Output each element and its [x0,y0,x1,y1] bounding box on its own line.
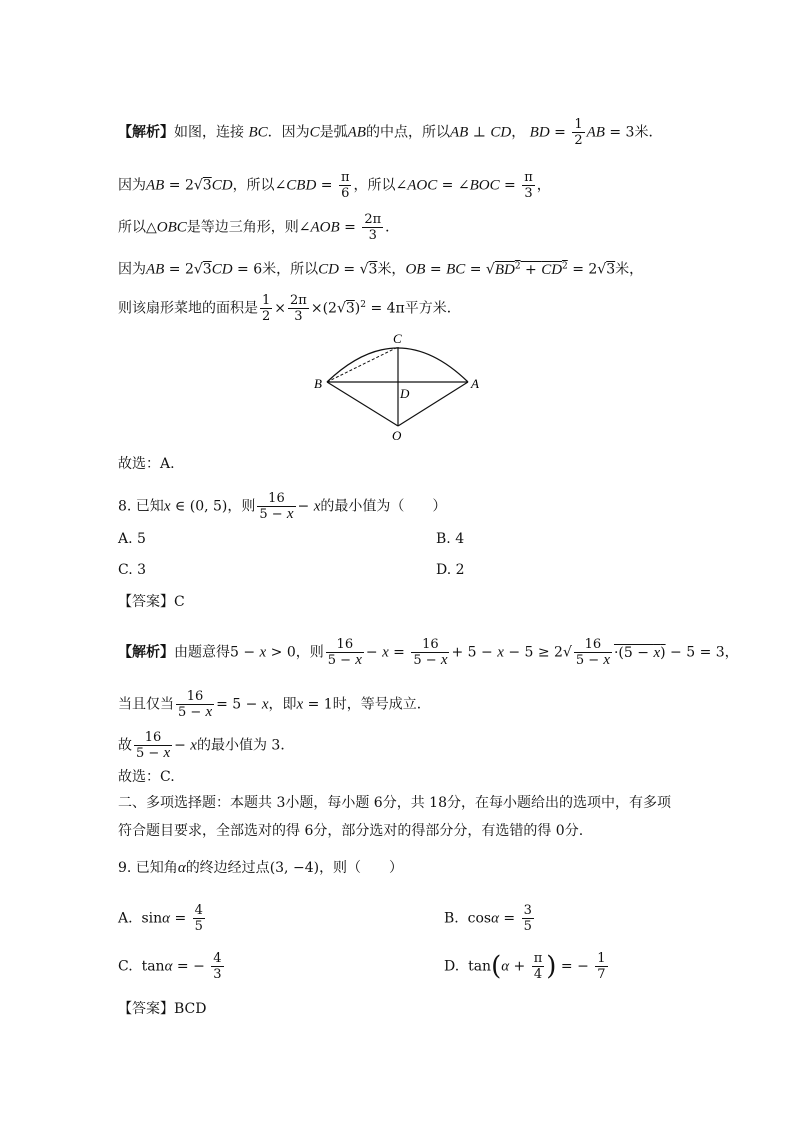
q9-option-b: B. cosα = $\frac{3}{5}$ [444,903,532,934]
solution-line-2: 因为AB = 2√3CD，所以∠CBD = $\frac{\pi}{6}$ ，所以∠AOC = ∠BOC = $\frac{\pi}{3}$ ， [118,170,551,201]
q8-option-d: D. 2 [436,562,465,578]
section-2-intro-line-1: 二、多项选择题：本题共 3小题，每小题 6分，共 18分，在每小题给出的选项中，有多项 [118,795,671,811]
q9-option-a: A. sinα = $\frac{4}{5}$ [118,903,203,934]
q9-option-d: D. tan(α + $\frac{\pi}{4}$ ) = − $\frac{1}{7}$ [444,951,606,982]
label-A: A [471,376,479,391]
label-D: D [400,386,410,401]
solution-line-3: 所以△OBC是等边三角形，则∠AOB = $\frac{2\pi}{3}$ ． [118,212,400,243]
label-B: B [314,376,322,391]
solution-line-5: 则该扇形菜地的面积是 $\frac{1}{2}$ × $\frac{2\pi}{3}$ $\times(2√3)^2 = 4\pi$平方米． [118,293,461,324]
q8-option-a: A. 5 [118,531,146,547]
segment-BO [327,382,398,426]
solution-line-4: 因为AB = 2√3CD = 6米，所以CD = √3米，OB = BC = $√BD^2 + CD^2 = 2√3$米， [118,261,644,278]
conclusion-2: 故选：C. [118,769,175,785]
label-C: C [393,331,402,346]
section-2-intro-line-2: 符合题目要求，全部选对的得 6分，部分选对的得部分分，有选错的得 0分. [118,823,584,839]
solution-8-line-1: 【解析】由题意得5 − x > 0，则 $\frac{16}{5 - x}$ − x = $\frac{16}{5 - x}$ + 5 − x − 5 ≥ 2√ $\frac{16}{5 - x}$ ·(5 − x) − 5 = 3， [118,637,739,668]
answer-9: 【答案】BCD [118,1001,207,1017]
solution-8-line-2: 当且仅当 $\frac{16}{5 - x}$ = 5 − x，即x = 1时，等号成立． [118,689,431,720]
q8-option-b: B. 4 [436,531,465,547]
solution-line-1: 【解析】如图，连接 BC．因为C是弧AB的中点，所以AB ⊥ CD， BD = $\frac{1}{2}$ AB = 3米． [118,117,663,148]
label-O: O [392,428,402,443]
question-8: 8. 已知x ∈ (0, 5)，则 $\frac{16}{5 - x}$ − x的最小值为（ ） [118,491,447,522]
q8-option-c: C. 3 [118,562,147,578]
sector-figure [305,328,495,448]
solution-8-line-3: 故 $\frac{16}{5 - x}$ − x的最小值为 3． [118,730,295,761]
q9-option-c: C. tanα = − $\frac{4}{3}$ [118,951,222,982]
conclusion-1: 故选：A. [118,456,175,472]
question-9: 9. 已知角α的终边经过点(3, −4)，则（ ） [118,860,404,876]
answer-8: 【答案】C [118,594,185,610]
segment-BC-dashed [327,347,398,382]
analysis-tag: 【解析】 [118,124,174,141]
